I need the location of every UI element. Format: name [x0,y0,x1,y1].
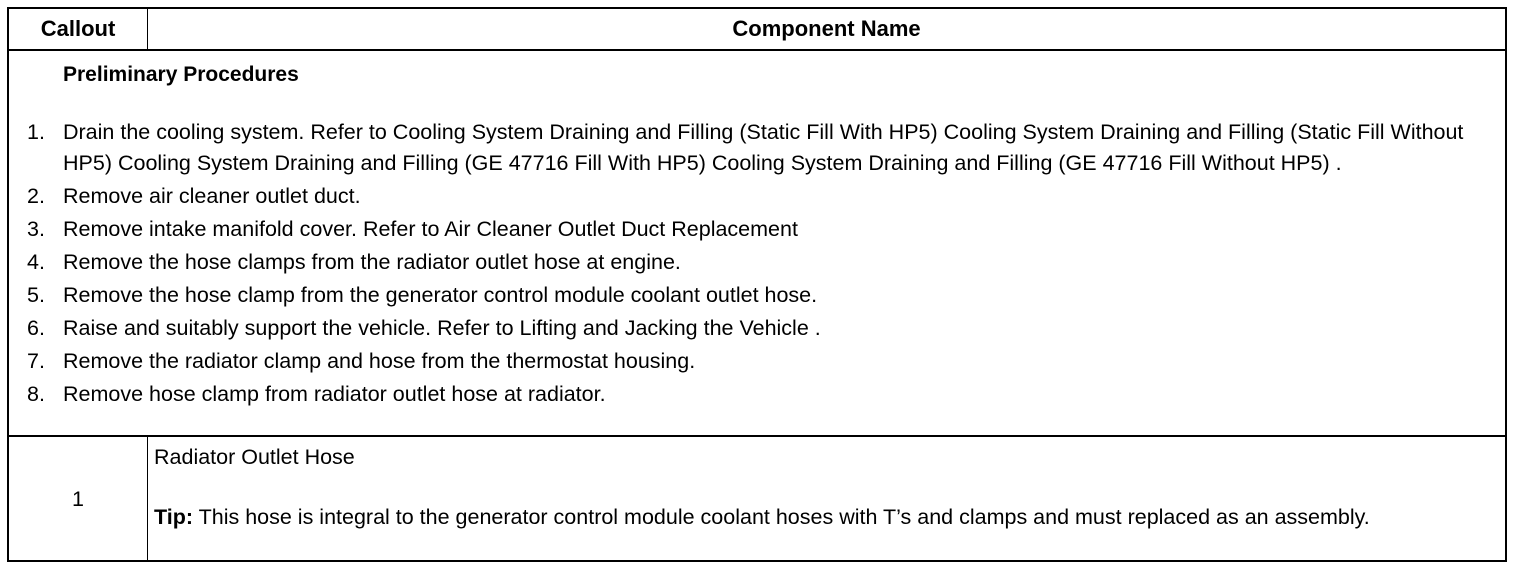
procedure-table [7,7,1507,562]
step-number: 8. [27,382,45,406]
component-name-column-header: Component Name [732,16,921,41]
step-number: 2. [27,184,45,208]
tip-text: This hose is integral to the generator control module coolant hoses with T’s and clamps and must replaced as an assembly. [193,505,1370,529]
step-number: 1. [27,120,45,144]
preliminary-procedures-title: Preliminary Procedures [63,63,299,86]
step-text: Remove air cleaner outlet duct. [63,184,361,208]
table-row [9,437,1505,560]
step-item [9,346,1485,377]
step-number: 5. [27,283,45,307]
preliminary-steps-list [9,117,1485,412]
step-number: 4. [27,250,45,274]
component-name: Radiator Outlet Hose [154,445,355,469]
step-item [9,247,1485,278]
table-header-row [9,9,1505,51]
step-number: 3. [27,217,45,241]
step-text: Remove hose clamp from radiator outlet hose at radiator. [63,382,606,406]
step-text: Remove intake manifold cover. Refer to Air Cleaner Outlet Duct Replacement [63,217,798,241]
step-number: 7. [27,349,45,373]
callout-column-header: Callout [9,9,148,49]
tip-note [154,502,1475,532]
callout-cell: 1 [9,437,148,560]
step-number: 6. [27,316,45,340]
component-name-cell [154,442,1475,532]
step-item [9,214,1485,245]
step-item [9,379,1485,410]
step-text: Drain the cooling system. Refer to Cooling System Draining and Filling (Static Fill With HP5) Cooling System Draining and Filling (Static Fill Without HP5) Cooling System Draining and Filling (GE 47716 Fill With HP5) Cooling System Draining and Filling (GE 47716 Fill Without HP5) . [63,120,1464,175]
step-text: Raise and suitably support the vehicle. Refer to Lifting and Jacking the Vehicle . [63,316,821,340]
preliminary-procedures-row [9,51,1505,437]
step-item [9,280,1485,311]
step-text: Remove the radiator clamp and hose from the thermostat housing. [63,349,696,373]
step-item [9,313,1485,344]
step-item [9,181,1485,212]
tip-label: Tip: [154,505,194,529]
step-text: Remove the hose clamp from the generator control module coolant outlet hose. [63,283,818,307]
step-item [9,117,1485,179]
step-text: Remove the hose clamps from the radiator outlet hose at engine. [63,250,681,274]
